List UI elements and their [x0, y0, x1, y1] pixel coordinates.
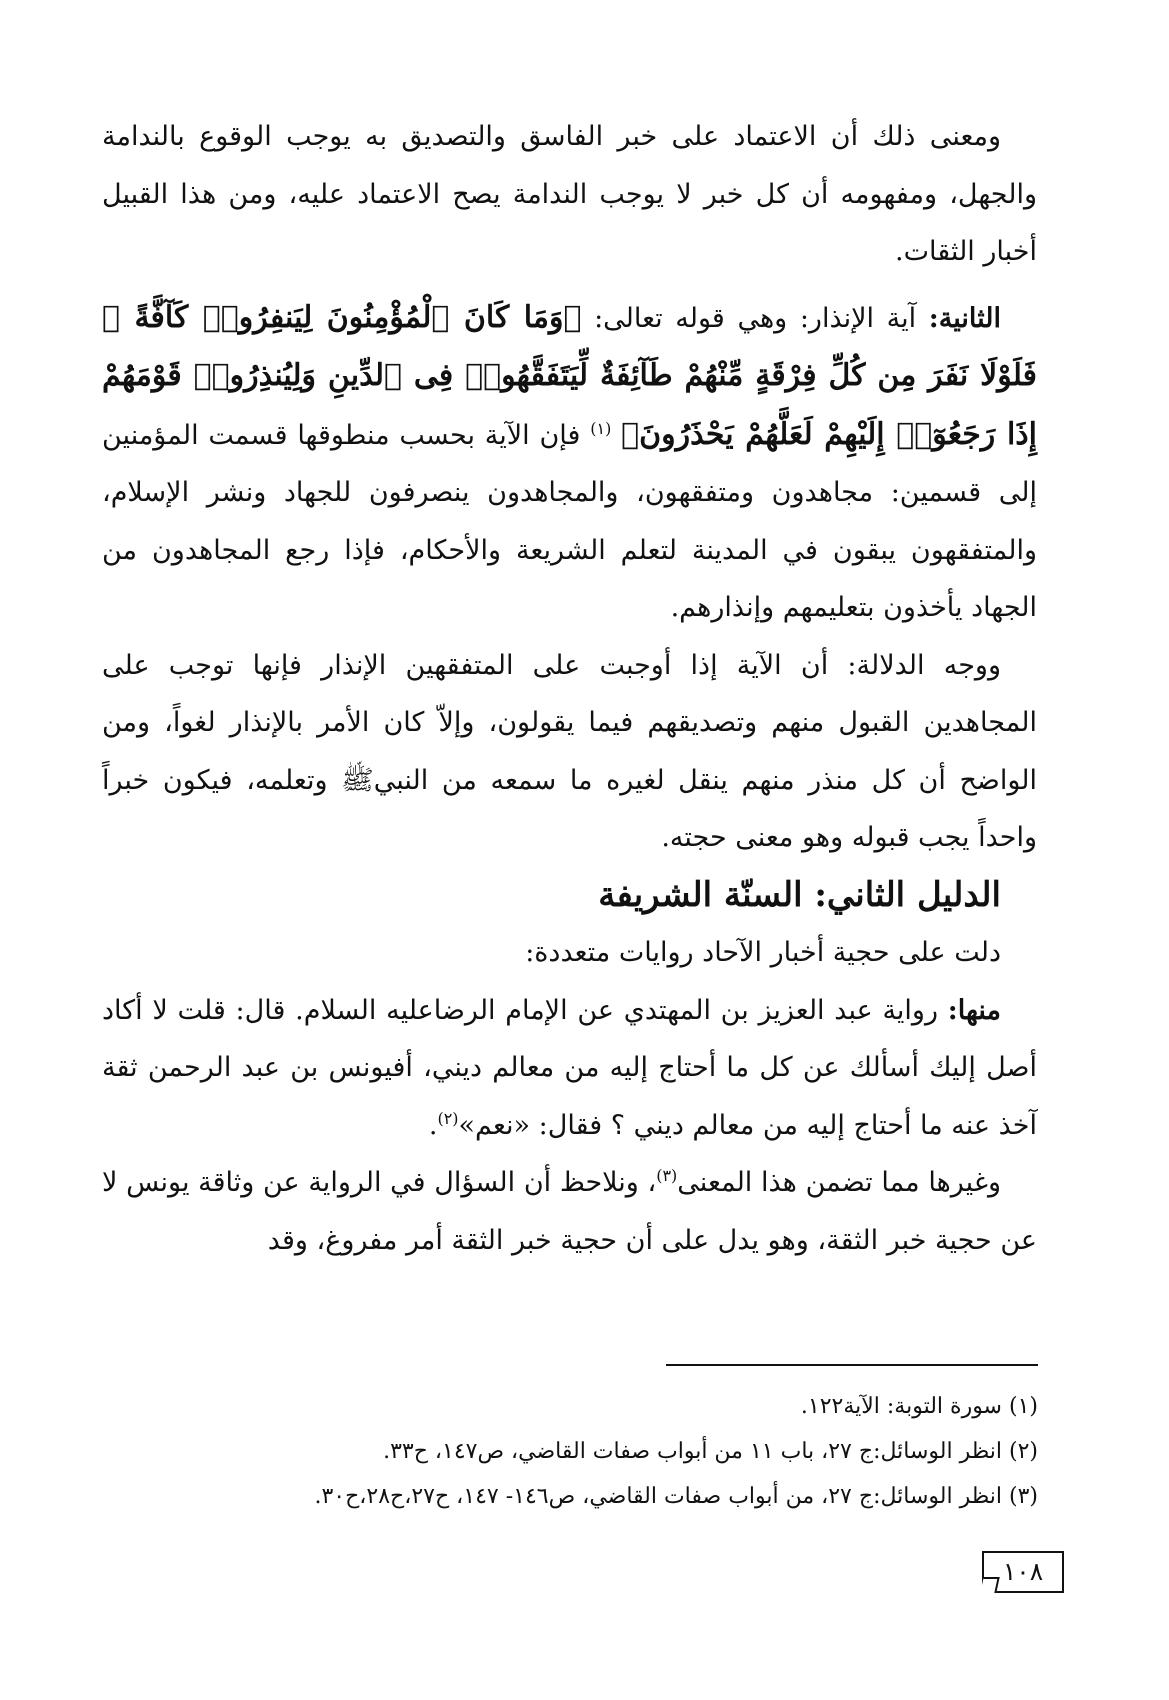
narration-end: .: [428, 1109, 438, 1141]
verse-explanation-text: فإن الآية بحسب منطوقها قسمت المؤمنين إلى قسمين: مجاهدون ومتفقهون، والمجاهدون ينصرفون للجهاد ونشر الإسلام، والمتفقهون يبقون في المدينة لتعلم الشريعة والأحكام، فإذا رجع المجاهدون من الجهاد يأخذون بتعليمهم وإنذارهم.: [102, 419, 1037, 623]
narration-text: رواية عبد العزيز بن المهتدي عن الإمام الرضاعليه السلام. قال: قلت لا أكاد أصل إليك أسألك عن كل ما أحتاج إليه من معالم ديني، أفيونس بن عبد الرحمن ثقة آخذ عنه ما أحتاج إليه من معالم ديني ؟ فقال: «نعم»: [102, 994, 1037, 1141]
paragraph-intro: دلت على حجية أخبار الآحاد روايات متعددة:: [525, 937, 1001, 968]
footnote-item: (١) سورة التوبة: الآية١٢٢.: [800, 1394, 1038, 1419]
footnote-divider: [666, 1364, 1038, 1366]
paragraph-lead: الثانية:: [928, 302, 1001, 334]
paragraph-fasiq-meaning: ومعنى ذلك أن الاعتماد على خبر الفاسق والتصديق به يوجب الوقوع بالندامة والجهل، ومفهومه أن كل خبر لا يوجب الندامة يصح الاعتماد عليه، ومن هذا القبيل أخبار الثقات.: [102, 121, 1037, 267]
closing-text-start: وغيرها مما تضمن هذا المعنى: [677, 1167, 1001, 1198]
section-heading: الدليل الثاني: السنّة الشريفة: [598, 874, 1001, 915]
footnote-ref-3: (٣): [656, 1166, 678, 1185]
footnote-ref-2: (٢): [437, 1108, 459, 1128]
paragraph-lead: منها:: [947, 994, 1001, 1026]
quran-verse: ﴿وَمَا كَانَ ٱلْمُؤْمِنُونَ لِيَنفِرُوا۟ كَآفَّةً ۚ فَلَوْلَا نَفَرَ مِن كُلِّ فِرْقَةٍ مِّنْهُمْ طَآئِفَةٌ لِّيَتَفَقَّهُوا۟ فِى ٱلدِّينِ وَلِيُنذِرُوا۟ قَوْمَهُمْ إِذَا رَجَعُوٓا۟ إِلَيْهِمْ لَعَلَّهُمْ يَحْذَرُونَ﴾: [102, 299, 1037, 452]
page-number: ١٠٨: [982, 1551, 1064, 1593]
paragraph-indhar-verse: [102, 289, 1037, 637]
footnote-item: (٣) انظر الوسائل:ج ٢٧، من أبواب صفات القاضي، ص١٤٦- ١٤٧، ح٢٧،ح٢٨،ح٣٠.: [314, 1484, 1038, 1509]
body-text: [102, 108, 1037, 1269]
paragraph-closing: [102, 1154, 1037, 1269]
footnote-ref-1: (١): [590, 418, 612, 438]
closing-text-rest: ، ونلاحظ أن السؤال في الرواية عن وثاقة يونس لا عن حجية خبر الثقة، وهو يدل على أن حجية خبر الثقة أمر مفروغ، وقد: [102, 1167, 1037, 1256]
verse-intro-text: آية الإنذار: وهي قوله تعالى:: [581, 302, 929, 334]
footnote-item: (٢) انظر الوسائل:ج ٢٧، باب ١١ من أبواب صفات القاضي، ص١٤٧، ح٣٣.: [383, 1439, 1038, 1464]
paragraph-evidence-aspect: ووجه الدلالة: أن الآية إذا أوجبت على المتفقهين الإنذار فإنها توجب على المجاهدين القبول منهم وتصديقهم فيما يقولون، وإلاّ كان الأمر بالإنذار لغواً، ومن الواضح أن كل منذر منهم ينقل لغيره ما سمعه من النبيﷺ وتعلمه، فيكون خبراً واحداً يجب قبوله وهو معنى حجته.: [102, 649, 1037, 853]
footnotes: [208, 1384, 1038, 1519]
paragraph-narration: [102, 982, 1037, 1155]
